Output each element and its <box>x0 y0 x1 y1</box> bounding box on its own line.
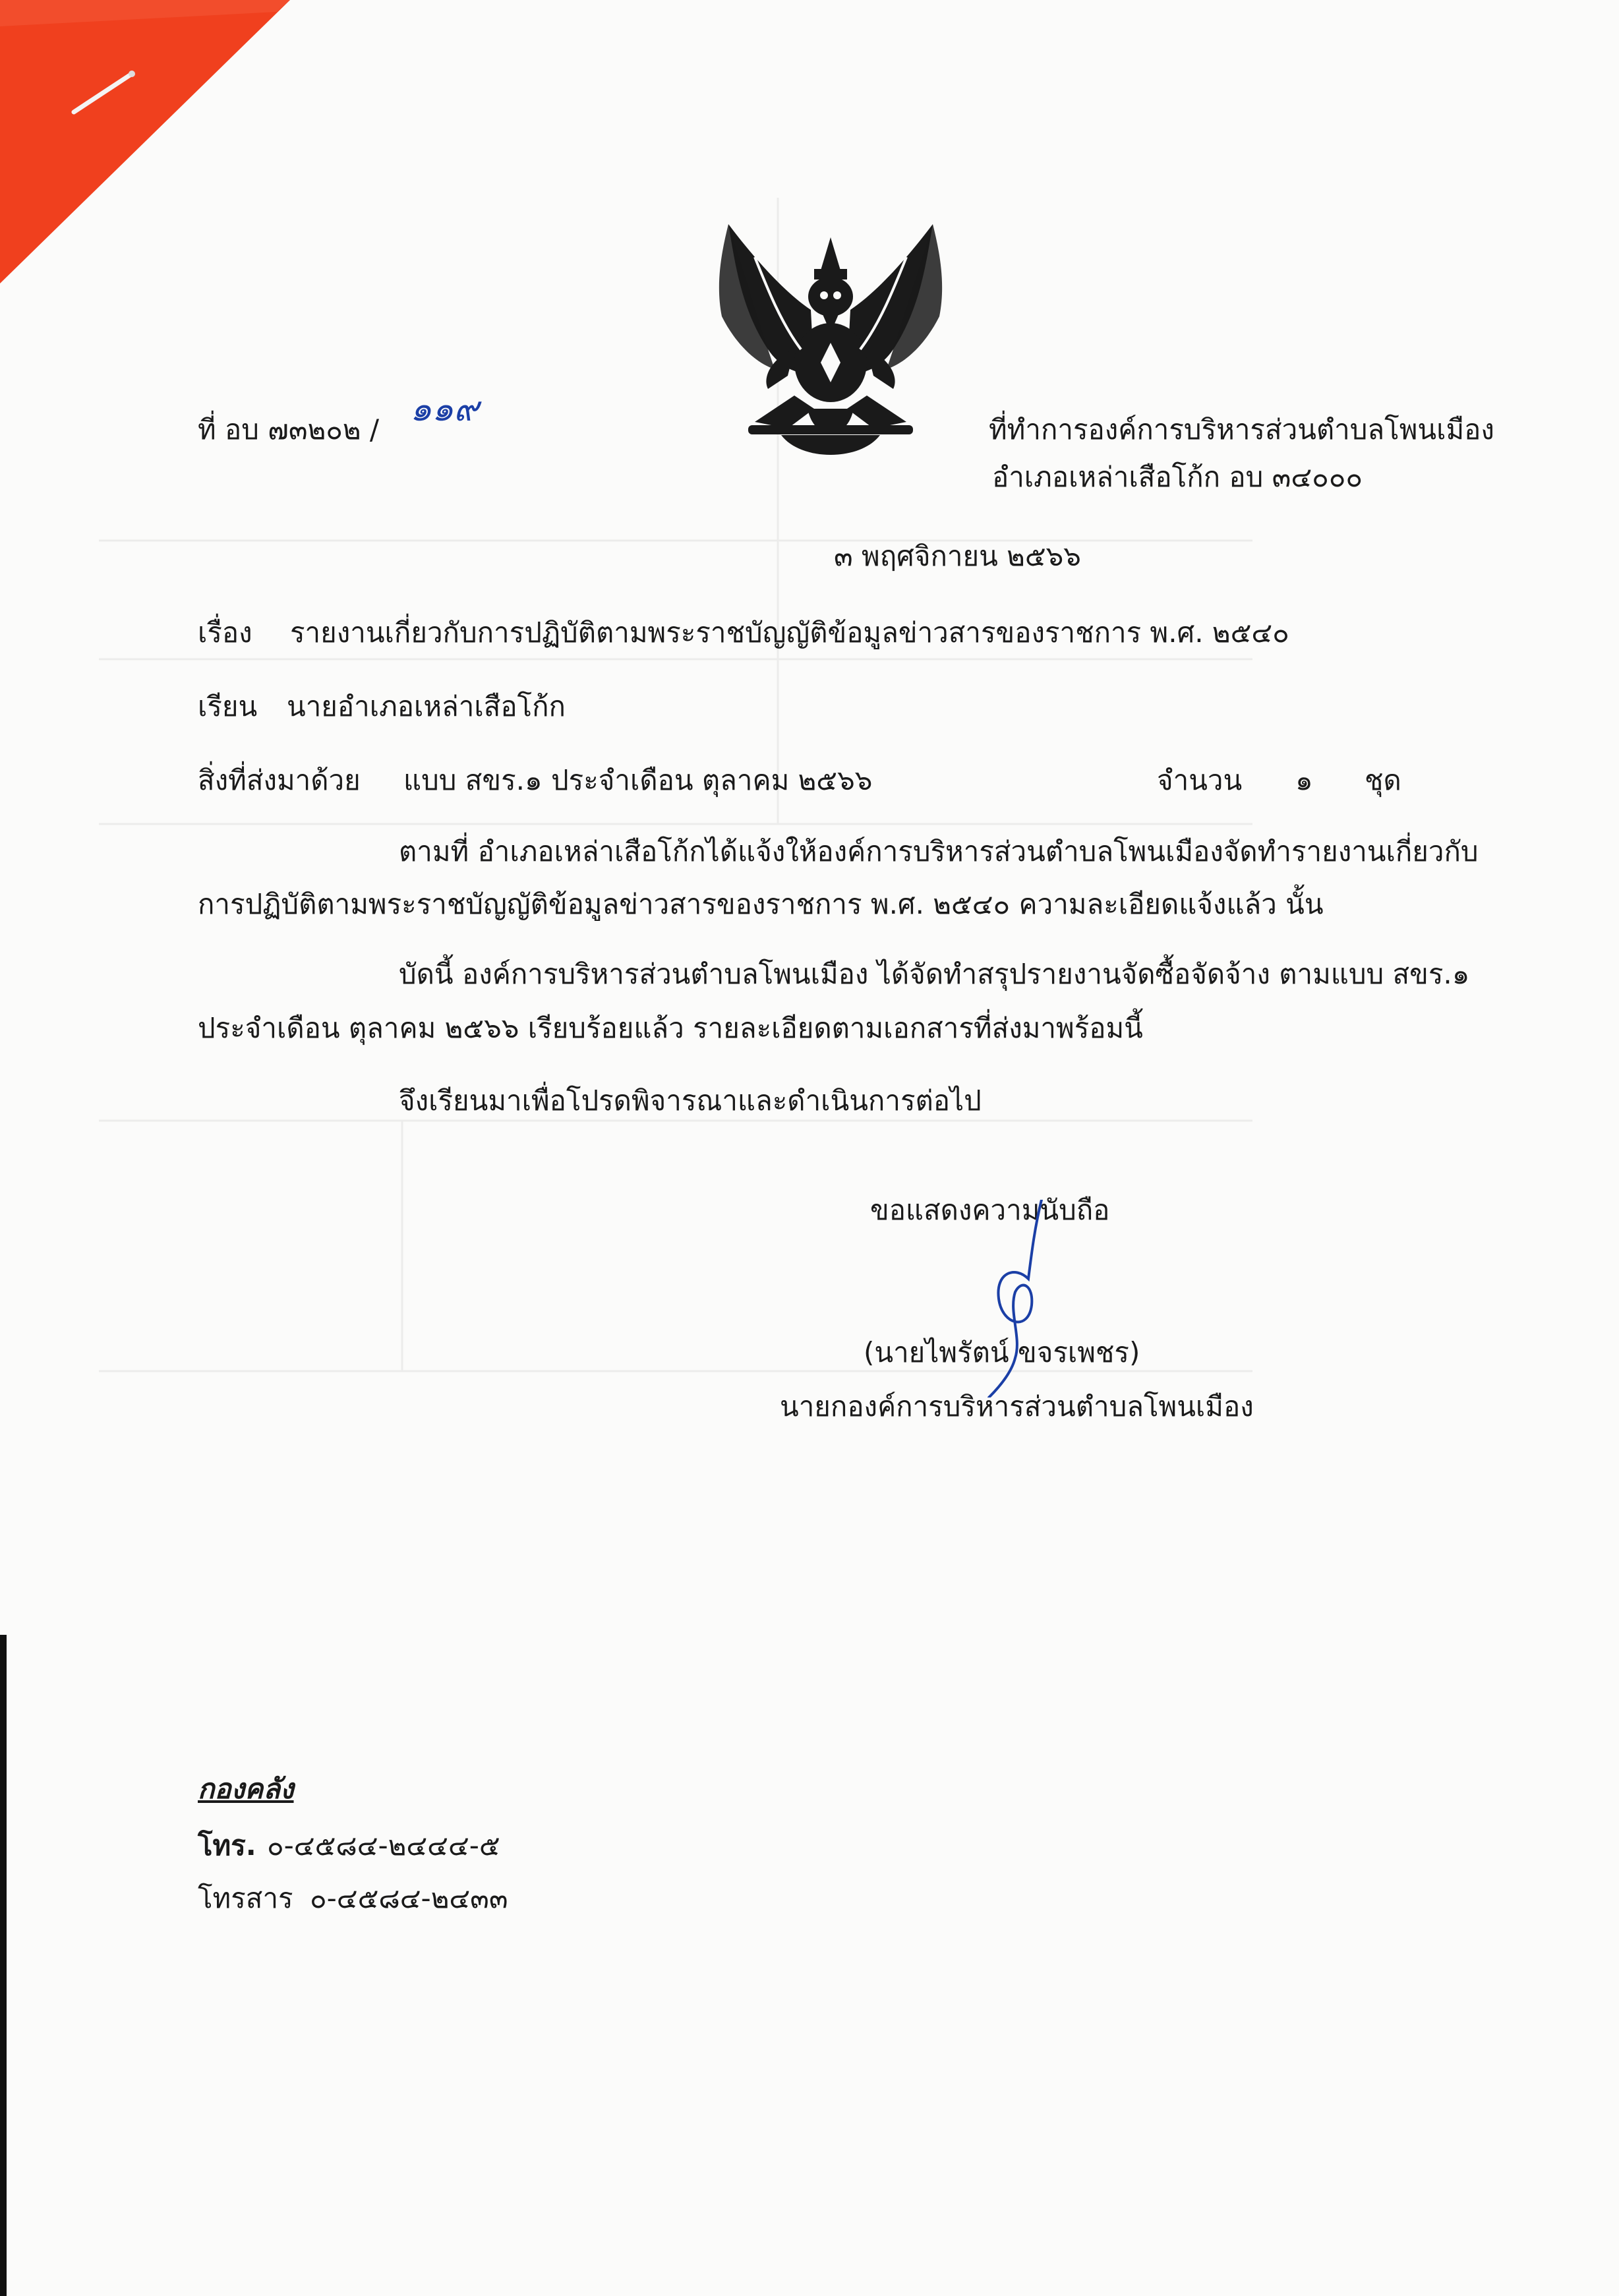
phone-label: โทร. <box>198 1829 256 1862</box>
paragraph-2-line-1: บัดนี้ องค์การบริหารส่วนตำบลโพนเมือง ได้จัดทำสรุปรายงานจัดซื้อจัดจ้าง ตามแบบ สขร.๑ <box>399 958 1470 990</box>
reference-number-handwritten: ๑๑๙ <box>410 390 479 429</box>
paragraph-1-line-2: การปฏิบัติตามพระราชบัญญัติข้อมูลข่าวสารของราชการ พ.ศ. ๒๕๔๐ ความละเอียดแจ้งแล้ว นั้น <box>198 888 1324 920</box>
enclosure-qty-label: จำนวน <box>1157 764 1243 796</box>
phone-number: ๐-๔๕๘๔-๒๔๔๔-๕ <box>267 1829 500 1862</box>
reference-number: ที่ อบ ๗๓๒๐๒ / <box>198 413 380 446</box>
recipient-label: เรียน <box>198 690 258 722</box>
enclosure-qty-unit: ชุด <box>1365 764 1401 796</box>
enclosure-text: แบบ สขร.๑ ประจำเดือน ตุลาคม ๒๕๖๖ <box>403 764 873 796</box>
signatory-position: นายกองค์การบริหารส่วนตำบลโพนเมือง <box>780 1390 1254 1423</box>
closing-salutation: ขอแสดงความนับถือ <box>870 1194 1110 1226</box>
letter-date: ๓ พฤศจิกายน ๒๕๖๖ <box>834 540 1081 572</box>
enclosure-qty-value: ๑ <box>1295 764 1313 796</box>
enclosure-label: สิ่งที่ส่งมาด้วย <box>198 764 361 796</box>
paragraph-3: จึงเรียนมาเพื่อโปรดพิจารณาและดำเนินการต่อไป <box>399 1084 982 1117</box>
paragraph-1-line-1: ตามที่ อำเภอเหล่าเสือโก้กได้แจ้งให้องค์การบริหารส่วนตำบลโพนเมืองจัดทำรายงานเกี่ยวกับ <box>399 835 1479 868</box>
office-address-line1: ที่ทำการองค์การบริหารส่วนตำบลโพนเมือง <box>989 413 1494 446</box>
signatory-name: (นายไพรัตน์ ขจรเพชร) <box>864 1336 1140 1369</box>
office-address-line2: อำเภอเหล่าเสือโก้ก อบ ๓๔๐๐๐ <box>992 461 1363 493</box>
fax-number: ๐-๔๕๘๔-๒๔๓๓ <box>310 1882 508 1914</box>
scan-edge <box>0 1635 7 2296</box>
fax-label: โทรสาร <box>198 1882 293 1914</box>
paragraph-2-line-2: ประจำเดือน ตุลาคม ๒๕๖๖ เรียบร้อยแล้ว รายละเอียดตามเอกสารที่ส่งมาพร้อมนี้ <box>198 1012 1143 1044</box>
subject-text: รายงานเกี่ยวกับการปฏิบัติตามพระราชบัญญัติข้อมูลข่าวสารของราชการ พ.ศ. ๒๕๔๐ <box>290 616 1289 649</box>
garuda-emblem-icon <box>709 211 953 461</box>
subject-label: เรื่อง <box>198 616 252 649</box>
department-name: กองคลัง <box>198 1773 294 1805</box>
recipient-text: นายอำเภอเหล่าเสือโก้ก <box>287 690 566 722</box>
